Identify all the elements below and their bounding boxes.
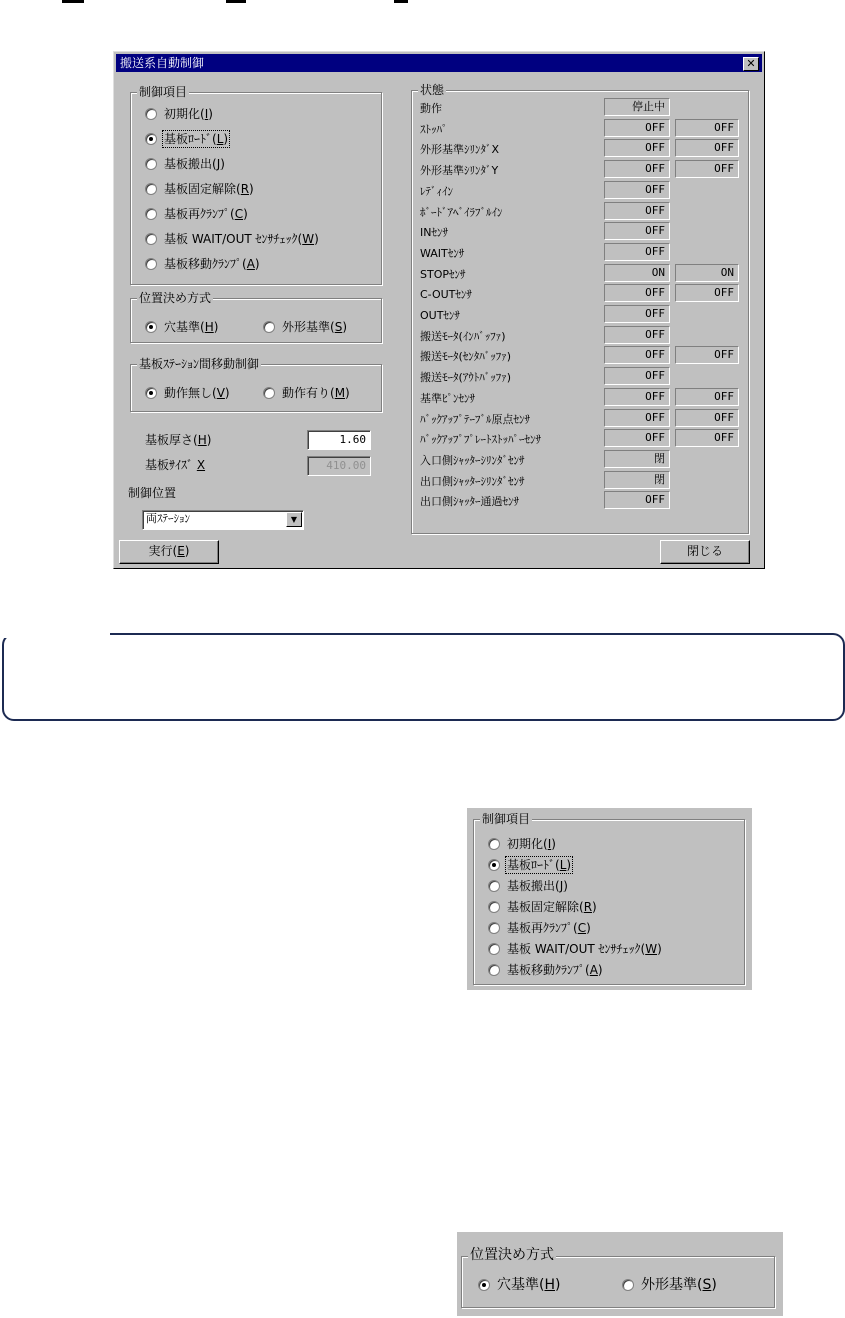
control-position-label: 制御位置	[128, 486, 177, 500]
control-items-group	[130, 85, 382, 285]
status-value-1: OFF	[604, 367, 670, 385]
radio-outline-reference[interactable]	[263, 320, 347, 334]
radio-with-operation[interactable]	[263, 386, 350, 400]
radio-label: 初期化(I)	[164, 107, 213, 121]
status-value-1: 閉	[604, 450, 670, 468]
radio-option[interactable]	[488, 921, 591, 935]
radio-button-icon	[622, 1279, 634, 1291]
board-thickness-input[interactable]: 1.60	[307, 430, 371, 450]
radio-label: 基板固定解除(R)	[507, 900, 597, 914]
status-name: 入口側ｼｬｯﾀｰｼﾘﾝﾀﾞｾﾝｻ	[420, 453, 525, 467]
execute-button[interactable]: 実行(E)	[119, 540, 219, 564]
status-name: 動作	[420, 102, 442, 115]
radio-label: 基板ﾛｰﾄﾞ(L)	[507, 858, 572, 872]
radio-label: 基板再ｸﾗﾝﾌﾟ(C)	[164, 207, 248, 221]
radio-button-icon	[488, 901, 500, 913]
radio-label: 基板ﾛｰﾄﾞ(L)	[164, 132, 229, 146]
board-size-x-label: 基板ｻｲｽﾞ X	[145, 458, 206, 472]
status-value-1: OFF	[604, 284, 670, 302]
radio-button-icon	[263, 321, 275, 333]
status-name: 出口側ｼｬｯﾀｰ通過ｾﾝｻ	[420, 495, 519, 509]
radio-option[interactable]	[145, 132, 228, 146]
radio-button-icon	[145, 133, 157, 145]
dialog-title: 搬送系自動制御	[120, 56, 205, 70]
radio-button-icon	[488, 964, 500, 976]
status-value-1: OFF	[604, 388, 670, 406]
status-value-2: OFF	[675, 346, 739, 364]
status-value-2: OFF	[675, 429, 739, 447]
status-name: 基準ﾋﾟﾝｾﾝｻ	[420, 391, 475, 405]
radio-button-icon	[488, 922, 500, 934]
status-row	[412, 387, 748, 407]
status-row	[412, 304, 748, 324]
radio-label: 基板搬出(J)	[164, 157, 225, 171]
status-name: OUTｾﾝｻ	[420, 309, 460, 322]
radio-button-icon	[478, 1279, 490, 1291]
radio-button-icon	[488, 859, 500, 871]
zoom-positioning-group-label: 位置決め方式	[470, 1247, 554, 1263]
radio-label: 穴基準(H)	[164, 320, 219, 334]
status-value-1: 停止中	[604, 98, 670, 116]
title-bar[interactable]	[116, 54, 762, 72]
status-name: 搬送ﾓｰﾀ(ｲﾝﾊﾞｯﾌｧ)	[420, 329, 506, 343]
chevron-down-icon[interactable]: ▼	[286, 512, 302, 527]
zoom-radio-hole-reference[interactable]	[478, 1278, 560, 1292]
zoom-positioning-group	[461, 1247, 775, 1308]
close-button[interactable]: 閉じる	[660, 540, 750, 564]
station-move-control-group	[130, 357, 382, 412]
zoom-control-items-group-label: 制御項目	[482, 812, 531, 826]
status-name: ﾊﾞｯｸｱｯﾌﾟﾃｰﾌﾞﾙ原点ｾﾝｻ	[420, 412, 530, 426]
radio-option[interactable]	[488, 900, 597, 914]
radio-button-icon	[145, 108, 157, 120]
status-name: 出口側ｼｬｯﾀｰｼﾘﾝﾀﾞｾﾝｻ	[420, 474, 525, 488]
radio-label: 動作有り(M)	[282, 386, 350, 400]
status-name: 搬送ﾓｰﾀ(ｱｳﾄﾊﾞｯﾌｧ)	[420, 371, 512, 385]
status-row	[412, 325, 748, 345]
status-value-1: OFF	[604, 491, 670, 509]
status-group	[411, 83, 749, 534]
status-value-2: OFF	[675, 409, 739, 427]
status-row	[412, 345, 748, 365]
status-value-1: OFF	[604, 429, 670, 447]
radio-label: 基板再ｸﾗﾝﾌﾟ(C)	[507, 921, 591, 935]
note-callout-box	[2, 633, 845, 721]
status-row	[412, 263, 748, 283]
control-position-select[interactable]	[142, 510, 304, 530]
status-value-1: 閉	[604, 471, 670, 489]
radio-no-operation[interactable]	[145, 386, 230, 400]
status-row	[412, 242, 748, 262]
radio-hole-reference[interactable]	[145, 320, 218, 334]
status-value-2: OFF	[675, 139, 739, 157]
radio-button-icon	[488, 880, 500, 892]
status-value-1: OFF	[604, 202, 670, 220]
radio-option[interactable]	[145, 182, 254, 196]
radio-label: 基板 WAIT/OUT ｾﾝｻﾁｪｯｸ(W)	[507, 942, 662, 956]
board-thickness-label: 基板厚さ(H)	[145, 433, 212, 447]
radio-label: 穴基準(H)	[497, 1277, 561, 1293]
station-move-control-group-label: 基板ｽﾃｰｼｮﾝ間移動制御	[139, 357, 260, 371]
control-position-value: 両ｽﾃｰｼｮﾝ	[146, 512, 190, 525]
radio-label: 基板 WAIT/OUT ｾﾝｻﾁｪｯｸ(W)	[164, 232, 319, 246]
radio-option[interactable]	[145, 157, 225, 171]
status-name: 外形基準ｼﾘﾝﾀﾞX	[420, 143, 500, 157]
status-value-1: OFF	[604, 160, 670, 178]
radio-option[interactable]	[488, 963, 603, 977]
radio-button-icon	[145, 258, 157, 270]
radio-button-icon	[145, 387, 157, 399]
radio-label: 外形基準(S)	[641, 1277, 717, 1293]
status-row	[412, 97, 748, 117]
status-row	[412, 201, 748, 221]
radio-label: 外形基準(S)	[282, 320, 347, 334]
radio-option[interactable]	[145, 207, 248, 221]
radio-label: 動作無し(V)	[164, 386, 230, 400]
transport-auto-control-dialog	[113, 51, 765, 569]
status-value-2: OFF	[675, 388, 739, 406]
radio-option[interactable]	[488, 942, 662, 956]
status-name: INｾﾝｻ	[420, 226, 448, 240]
status-value-1: OFF	[604, 326, 670, 344]
radio-option[interactable]	[488, 858, 571, 872]
radio-option[interactable]	[488, 879, 568, 893]
status-value-1: OFF	[604, 222, 670, 240]
zoom-radio-outline-reference[interactable]	[622, 1278, 717, 1292]
status-name: ｽﾄｯﾊﾟ	[420, 122, 448, 136]
status-value-1: ON	[604, 264, 670, 282]
status-value-2: OFF	[675, 284, 739, 302]
status-row	[412, 159, 748, 179]
zoom-positioning-panel	[457, 1232, 783, 1316]
radio-option[interactable]	[145, 232, 319, 246]
status-row	[412, 490, 748, 510]
status-name: C-OUTｾﾝｻ	[420, 288, 472, 302]
zoom-control-items-panel	[467, 808, 752, 990]
radio-button-icon	[488, 943, 500, 955]
status-row	[412, 118, 748, 138]
status-value-1: OFF	[604, 119, 670, 137]
radio-label: 初期化(I)	[507, 837, 556, 851]
status-name: 外形基準ｼﾘﾝﾀﾞY	[420, 164, 499, 178]
status-row	[412, 221, 748, 241]
status-value-1: OFF	[604, 346, 670, 364]
status-row	[412, 408, 748, 428]
radio-button-icon	[145, 183, 157, 195]
status-value-1: OFF	[604, 243, 670, 261]
positioning-method-group	[130, 291, 382, 343]
positioning-method-group-label: 位置決め方式	[139, 291, 212, 305]
radio-option[interactable]	[145, 257, 260, 271]
status-name: WAITｾﾝｻ	[420, 246, 465, 260]
status-row	[412, 449, 748, 469]
status-value-1: OFF	[604, 409, 670, 427]
status-value-1: OFF	[604, 139, 670, 157]
status-value-2: ON	[675, 264, 739, 282]
status-row	[412, 180, 748, 200]
radio-button-icon	[263, 387, 275, 399]
radio-button-icon	[145, 208, 157, 220]
radio-option[interactable]	[145, 107, 213, 121]
status-group-label: 状態	[420, 83, 445, 97]
status-name: ﾊﾞｯｸｱｯﾌﾟﾌﾟﾚｰﾄｽﾄｯﾊﾟｰｾﾝｻ	[420, 433, 541, 447]
radio-button-icon	[488, 838, 500, 850]
status-row	[412, 283, 748, 303]
control-items-group-label: 制御項目	[139, 85, 188, 99]
status-row	[412, 428, 748, 448]
radio-label: 基板固定解除(R)	[164, 182, 254, 196]
radio-option[interactable]	[488, 837, 556, 851]
radio-label: 基板移動ｸﾗﾝﾌﾟ(A)	[507, 963, 603, 977]
status-value-1: OFF	[604, 181, 670, 199]
status-value-1: OFF	[604, 305, 670, 323]
status-row	[412, 138, 748, 158]
radio-label: 基板搬出(J)	[507, 879, 568, 893]
status-name: ﾎﾞｰﾄﾞｱﾍﾞｲﾗﾌﾞﾙｲﾝ	[420, 205, 503, 219]
status-name: 搬送ﾓｰﾀ(ｾﾝﾀﾊﾞｯﾌｧ)	[420, 350, 512, 364]
radio-button-icon	[145, 321, 157, 333]
status-row	[412, 470, 748, 490]
status-value-2: OFF	[675, 160, 739, 178]
status-row	[412, 366, 748, 386]
radio-label: 基板移動ｸﾗﾝﾌﾟ(A)	[164, 257, 260, 271]
radio-button-icon	[145, 233, 157, 245]
board-size-x-input: 410.00	[307, 456, 371, 476]
status-value-2: OFF	[675, 119, 739, 137]
close-icon[interactable]: ✕	[743, 57, 759, 71]
radio-button-icon	[145, 158, 157, 170]
status-name: STOPｾﾝｻ	[420, 267, 466, 281]
status-name: ﾚﾃﾞｨｲﾝ	[420, 184, 453, 198]
zoom-control-items-group	[473, 812, 745, 985]
